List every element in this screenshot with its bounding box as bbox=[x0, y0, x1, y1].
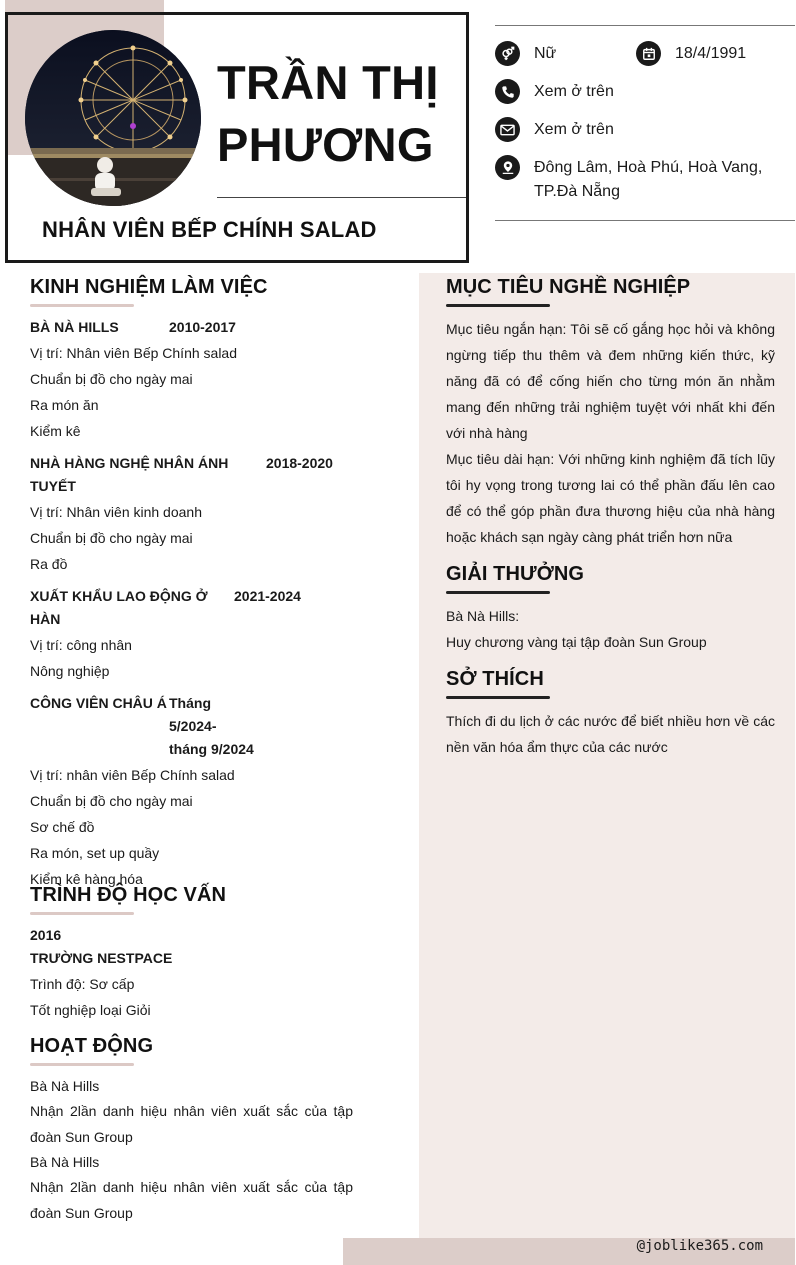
hobbies-section bbox=[446, 708, 775, 760]
job-years-line-2: 5/2024- bbox=[169, 718, 217, 734]
job-line: Kiểm kê hàng hóa bbox=[30, 871, 143, 887]
activity-place: Bà Nà Hills bbox=[30, 1078, 100, 1094]
birthday-value: 18/4/1991 bbox=[675, 45, 747, 62]
job-company: XUẤT KHẨU LAO ĐỘNG Ở HÀN bbox=[30, 588, 208, 627]
job-company: CÔNG VIÊN CHÂU Á bbox=[30, 695, 167, 711]
activities-title: HOẠT ĐỘNG bbox=[30, 1035, 154, 1057]
objective-section bbox=[446, 316, 775, 550]
job-years-line-3: tháng 9/2024 bbox=[169, 741, 254, 757]
contact-email bbox=[495, 118, 614, 142]
award-line: Bà Nà Hills: bbox=[446, 608, 520, 624]
education-school: TRƯỜNG NESTPACE bbox=[30, 950, 173, 966]
job-company-line-2: TUYẾT bbox=[30, 478, 76, 494]
education-year: 2016 bbox=[30, 927, 62, 943]
location-icon bbox=[495, 155, 520, 180]
contact-divider-bottom bbox=[495, 220, 795, 221]
contact-divider-top bbox=[495, 25, 795, 26]
job-header bbox=[30, 452, 350, 498]
contact-gender bbox=[495, 42, 556, 66]
job-line: Ra món, set up quầy bbox=[30, 845, 160, 861]
name-divider bbox=[217, 197, 466, 198]
job-line: Vị trí: Nhân viên kinh doanh bbox=[30, 504, 202, 520]
gender-value: Nữ bbox=[534, 45, 557, 62]
name-line-1: TRẦN THỊ bbox=[217, 56, 439, 109]
award-line: Huy chương vàng tại tập đoàn Sun Group bbox=[446, 634, 707, 650]
contact-birthday bbox=[636, 42, 746, 66]
education-title: TRÌNH ĐỘ HỌC VẤN bbox=[30, 884, 227, 906]
hobbies-title-bar bbox=[446, 696, 550, 699]
job-header bbox=[30, 585, 350, 631]
education-title-bar bbox=[30, 912, 134, 915]
job-years: 2018-2020 bbox=[266, 455, 333, 471]
job-line: Chuẩn bị đồ cho ngày mai bbox=[30, 793, 193, 809]
objective-title-bar bbox=[446, 304, 550, 307]
activities-title-bar bbox=[30, 1063, 134, 1066]
activities-section bbox=[30, 1074, 353, 1226]
job-company: BÀ NÀ HILLS bbox=[30, 319, 119, 335]
awards-section bbox=[446, 603, 775, 655]
job-header bbox=[30, 692, 350, 761]
job-years: 2010-2017 bbox=[169, 319, 236, 335]
phone-icon bbox=[495, 79, 520, 104]
job-line: Ra món ăn bbox=[30, 397, 99, 413]
job-line: Vị trí: công nhân bbox=[30, 637, 132, 653]
address-value bbox=[534, 156, 762, 204]
avatar-photo bbox=[25, 30, 201, 206]
hobbies-text: Thích đi du lịch ở các nước để biết nhiều hơn về các nền văn hóa ẩm thực của các nước bbox=[446, 713, 775, 755]
job-line: Sơ chế đồ bbox=[30, 819, 95, 835]
objective-title: MỤC TIÊU NGHỀ NGHIỆP bbox=[446, 276, 691, 298]
job-years: 2021-2024 bbox=[234, 588, 301, 604]
objective-short-term: Mục tiêu ngắn hạn: Tôi sẽ cố gắng học hỏi và không ngừng tiếp thu thêm và đem những kiến thức, kỹ năng đã có để cống hiến cho từng món ăn nhằm mang đến những trải nghiệm tuyệt với nhất khi đến với nhà hàng bbox=[446, 321, 775, 441]
footer-site: @joblike365.com bbox=[636, 1238, 763, 1254]
awards-title-bar bbox=[446, 591, 550, 594]
education-level: Trình độ: Sơ cấp bbox=[30, 976, 135, 992]
job-company bbox=[30, 452, 266, 498]
contact-address bbox=[495, 156, 762, 204]
education-grade: Tốt nghiệp loại Giỏi bbox=[30, 1002, 151, 1018]
hobbies-title: SỞ THÍCH bbox=[446, 668, 544, 690]
awards-title: GIẢI THƯỞNG bbox=[446, 563, 585, 585]
calendar-icon bbox=[636, 41, 661, 66]
job-line: Ra đồ bbox=[30, 556, 68, 572]
job-line: Chuẩn bị đồ cho ngày mai bbox=[30, 530, 193, 546]
job-company-line-1: NHÀ HÀNG NGHỆ NHÂN ÁNH bbox=[30, 455, 229, 471]
activity-text: Nhận 2lần danh hiệu nhân viên xuất sắc của tập đoàn Sun Group bbox=[30, 1103, 353, 1145]
experience-title-bar bbox=[30, 304, 134, 307]
activity-place: Bà Nà Hills bbox=[30, 1154, 100, 1170]
education-section bbox=[30, 924, 350, 1023]
job-header bbox=[30, 316, 350, 339]
job-title: NHÂN VIÊN BẾP CHÍNH SALAD bbox=[42, 217, 377, 242]
experience-title: KINH NGHIỆM LÀM VIỆC bbox=[30, 276, 268, 298]
job-line: Vị trí: Nhân viên Bếp Chính salad bbox=[30, 345, 238, 361]
experience-section bbox=[30, 316, 350, 892]
activity-text: Nhận 2lần danh hiệu nhân viên xuất sắc của tập đoàn Sun Group bbox=[30, 1179, 353, 1221]
job-line: Kiểm kê bbox=[30, 423, 81, 439]
mail-icon bbox=[495, 117, 520, 142]
objective-long-term: Mục tiêu dài hạn: Với những kinh nghiệm đã tích lũy tôi hy vọng trong tương lai có thể phần đấu lên cao để có thể góp phần đưa thương hiệu của nhà hàng hoặc khách sạn ngày càng phát triển hơn nữa bbox=[446, 451, 775, 545]
job-line: Vị trí: nhân viên Bếp Chính salad bbox=[30, 767, 235, 783]
address-line-2: TP.Đà Nẵng bbox=[534, 183, 620, 200]
name-line-2: PHƯƠNG bbox=[217, 118, 434, 171]
contact-phone bbox=[495, 80, 614, 104]
candidate-name bbox=[217, 52, 462, 176]
phone-value: Xem ở trên bbox=[534, 83, 614, 100]
gender-icon bbox=[495, 41, 520, 66]
job-line: Chuẩn bị đồ cho ngày mai bbox=[30, 371, 193, 387]
email-value: Xem ở trên bbox=[534, 121, 614, 138]
address-line-1: Đông Lâm, Hoà Phú, Hoà Vang, bbox=[534, 159, 763, 176]
job-years-line-1: Tháng bbox=[169, 695, 211, 711]
job-years bbox=[169, 692, 254, 761]
job-line: Nông nghiệp bbox=[30, 663, 110, 679]
